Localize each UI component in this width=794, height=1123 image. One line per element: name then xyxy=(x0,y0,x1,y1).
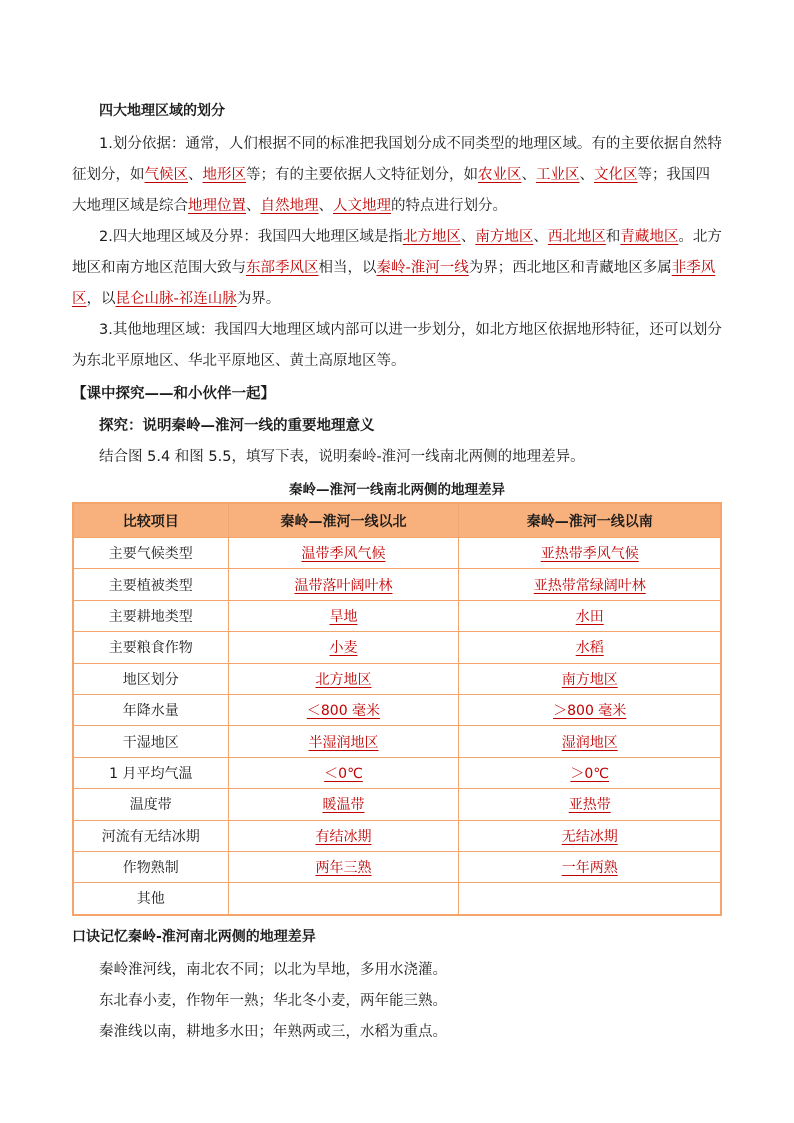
answer-blank: 地理位置 xyxy=(188,198,246,214)
answer-blank: 北方地区 xyxy=(402,229,461,245)
explore-title: 探究：说明秦岭—淮河一线的重要地理意义 xyxy=(99,418,375,434)
answer-value: 一年两熟 xyxy=(561,860,618,877)
table-title: 秦岭—淮河一线南北两侧的地理差异 xyxy=(289,482,505,498)
table-row xyxy=(73,851,721,882)
table-row xyxy=(73,663,721,694)
answer-value: 水稻 xyxy=(575,640,604,657)
table-row xyxy=(73,820,721,851)
answer-blank: 人文地理 xyxy=(333,198,391,214)
text: 的特点进行划分。 xyxy=(391,198,507,214)
answer-blank: 自然地理 xyxy=(260,198,319,214)
answer-blank: 青藏地区 xyxy=(620,229,679,245)
explore-text: 结合图 5.4 和图 5.5，填写下表，说明秦岭-淮河一线南北两侧的地理差异。 xyxy=(99,449,585,465)
answer-value: 有结冰期 xyxy=(315,828,372,845)
row-label: 主要植被类型 xyxy=(73,569,228,600)
cell-north xyxy=(228,883,459,915)
table-row xyxy=(73,538,721,569)
answer-value: ＞800 毫米 xyxy=(553,703,627,720)
paragraph-regions xyxy=(72,222,722,315)
answer-value: 半湿润地区 xyxy=(308,734,379,751)
answer-value: 温带落叶阔叶林 xyxy=(294,577,393,594)
table-row xyxy=(73,569,721,600)
header-north: 秦岭—淮河一线以北 xyxy=(228,503,459,538)
text: 等；我国四大地理区域是综合 xyxy=(72,167,710,214)
cell-south xyxy=(459,789,721,820)
answer-value: 湿润地区 xyxy=(561,734,618,751)
table-row xyxy=(73,600,721,631)
answer-value: 暖温带 xyxy=(322,797,365,814)
cell-south xyxy=(459,632,721,663)
mnemonic-line: 秦岭淮河线，南北农不同；以北为旱地，多用水浇灌。 xyxy=(99,962,447,978)
cell-south xyxy=(459,694,721,725)
cell-south xyxy=(459,663,721,694)
cell-south xyxy=(459,726,721,757)
text: 1.划分依据：通常，人们根据不同的标准把我国划分成不同类型的地理区域。有的主要依据自然特征划分，如 xyxy=(72,136,722,183)
answer-value: ＜0℃ xyxy=(324,765,363,782)
text: 为界；西北地区和青藏地区多属 xyxy=(468,260,672,276)
answer-value: 小麦 xyxy=(329,640,358,657)
text: 和 xyxy=(605,229,621,245)
paragraph-basis xyxy=(72,129,722,222)
text: 、 xyxy=(521,167,536,183)
table-row xyxy=(73,883,721,915)
cell-north xyxy=(228,600,459,631)
cell-south xyxy=(459,569,721,600)
answer-blank: 文化区 xyxy=(594,167,638,183)
answer-blank: 非季风区 xyxy=(72,260,716,307)
row-label: 主要粮食作物 xyxy=(73,632,228,663)
answer-value: 北方地区 xyxy=(315,671,372,688)
row-label: 主要气候类型 xyxy=(73,538,228,569)
answer-blank: 东部季风区 xyxy=(246,260,319,276)
text: 为界。 xyxy=(236,291,281,307)
text: 、 xyxy=(579,167,594,183)
text: 、 xyxy=(188,167,203,183)
answer-blank: 农业区 xyxy=(478,167,522,183)
cell-north xyxy=(228,820,459,851)
row-label: 干湿地区 xyxy=(73,726,228,757)
mnemonic-line: 东北春小麦，作物年一熟；华北冬小麦，两年能三熟。 xyxy=(99,993,447,1009)
row-label: 其他 xyxy=(73,883,228,915)
answer-blank: 南方地区 xyxy=(475,229,534,245)
row-label: 地区划分 xyxy=(73,663,228,694)
text: 相当，以 xyxy=(318,260,377,276)
text: 、 xyxy=(318,198,333,214)
section-title: 【课中探究——和小伙伴一起】 xyxy=(72,386,275,402)
cell-south xyxy=(459,538,721,569)
answer-blank: 秦岭-淮河一线 xyxy=(376,260,469,276)
cell-south xyxy=(459,851,721,882)
row-label: 主要耕地类型 xyxy=(73,600,228,631)
answer-value: 南方地区 xyxy=(561,671,618,688)
cell-north xyxy=(228,694,459,725)
answer-blank: 西北地区 xyxy=(547,229,606,245)
answer-value: 亚热带常绿阔叶林 xyxy=(533,577,646,594)
cell-north xyxy=(228,538,459,569)
answer-value: 旱地 xyxy=(329,608,358,625)
answer-value: 亚热带 xyxy=(568,797,611,814)
cell-north xyxy=(228,851,459,882)
header-item: 比较项目 xyxy=(73,503,228,538)
answer-blank: 气候区 xyxy=(144,167,188,183)
row-label: 温度带 xyxy=(73,789,228,820)
text: ，以 xyxy=(86,291,116,307)
mnemonic-line: 秦淮线以南，耕地多水田；年熟两或三，水稻为重点。 xyxy=(99,1024,447,1040)
cell-north xyxy=(228,663,459,694)
cell-south xyxy=(459,883,721,915)
row-label: 河流有无结冰期 xyxy=(73,820,228,851)
cell-south xyxy=(459,757,721,788)
text: 、 xyxy=(246,198,261,214)
row-label: 1 月平均气温 xyxy=(73,757,228,788)
cell-north xyxy=(228,726,459,757)
answer-value: 无结冰期 xyxy=(561,828,618,845)
table-row xyxy=(73,789,721,820)
comparison-table xyxy=(72,502,722,916)
table-row xyxy=(73,694,721,725)
cell-south xyxy=(459,600,721,631)
text: 、 xyxy=(533,229,548,245)
mnemonic-title: 口诀记忆秦岭-淮河南北两侧的地理差异 xyxy=(72,929,316,945)
table-header-row xyxy=(73,503,721,538)
row-label: 年降水量 xyxy=(73,694,228,725)
table-row xyxy=(73,632,721,663)
text: 2.四大地理区域及分界：我国四大地理区域是指 xyxy=(99,229,403,245)
text: 。北方地区和南方地区范围大致与 xyxy=(72,229,722,276)
header-south: 秦岭—淮河一线以南 xyxy=(459,503,721,538)
answer-blank: 昆仑山脉-祁连山脉 xyxy=(115,291,237,307)
cell-north xyxy=(228,789,459,820)
answer-value: 两年三熟 xyxy=(315,860,372,877)
cell-north xyxy=(228,757,459,788)
table-row xyxy=(73,757,721,788)
row-label: 作物熟制 xyxy=(73,851,228,882)
answer-value: 温带季风气候 xyxy=(301,546,386,563)
section-heading: 四大地理区域的划分 xyxy=(99,103,225,119)
answer-value: 亚热带季风气候 xyxy=(540,546,639,563)
cell-south xyxy=(459,820,721,851)
answer-blank: 工业区 xyxy=(536,167,580,183)
answer-value: 水田 xyxy=(575,608,604,625)
cell-north xyxy=(228,632,459,663)
answer-value: ＜800 毫米 xyxy=(306,703,381,720)
cell-north xyxy=(228,569,459,600)
table-row xyxy=(73,726,721,757)
text: 等；有的主要依据人文特征划分，如 xyxy=(246,167,478,183)
answer-blank: 地形区 xyxy=(202,167,246,183)
answer-value: ＞0℃ xyxy=(570,765,610,782)
paragraph-other-regions: 3.其他地理区域：我国四大地理区域内部可以进一步划分，如北方地区依据地形特征，还可以划分为东北平原地区、华北平原地区、黄土高原地区等。 xyxy=(72,322,722,369)
text: 、 xyxy=(460,229,476,245)
